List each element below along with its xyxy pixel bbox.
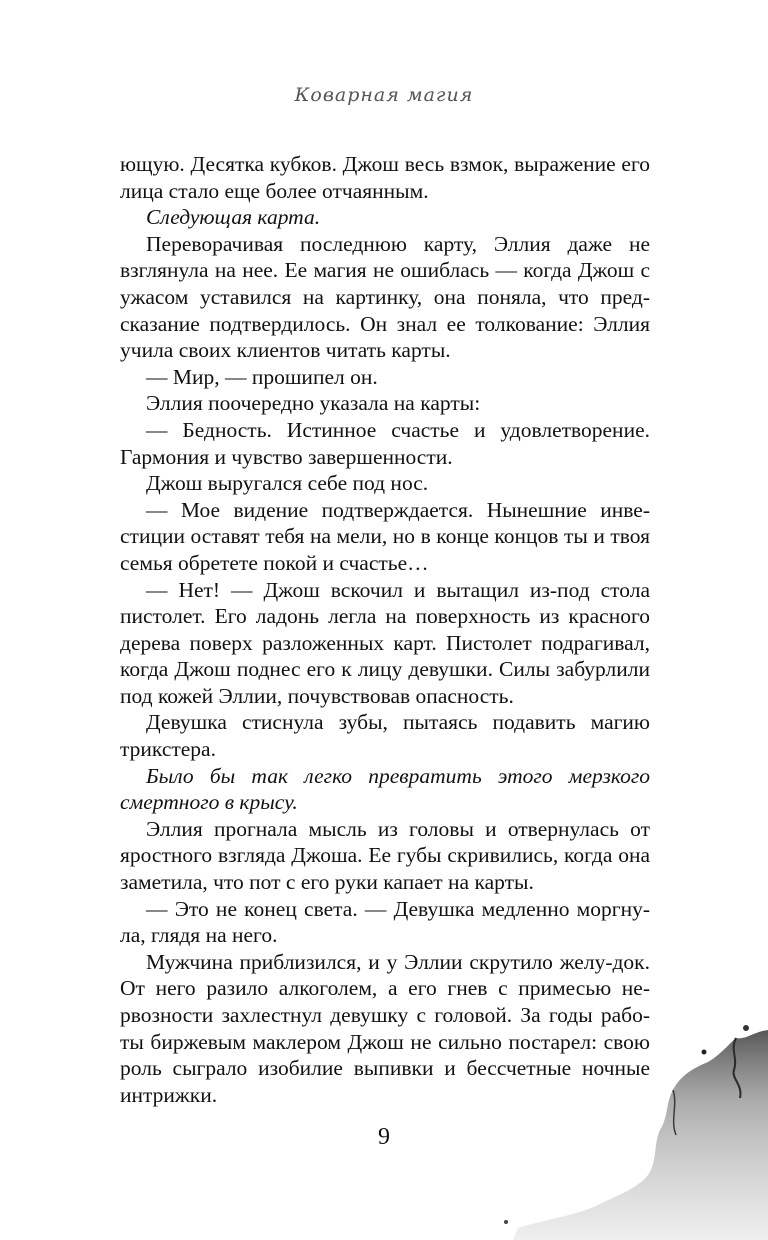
paragraph: — Нет! — Джош вскочил и вытащил из-под стола пистолет. Его ладонь легла на поверхность из красного дерева поверх разложенных карт. Пистолет подрагивал, когда Джош поднес его к лицу девушки. Силы забурлили под кожей Эллии, почувствовав опасность. [120,577,650,708]
italic-thought: Было бы так легко превратить этого мерзкого смертного в крысу. [120,763,650,815]
running-title: Коварная магия [294,84,474,106]
paragraph: Мужчина приблизился, и у Эллии скрутило желу-док. От него разило алкоголем, а его гнев с примесью не-рвозности захлестнул девушку с головой. За годы рабо-ты биржевым маклером Джош не сильно постарел: свою роль сыграло изобилие выпивки и бессчетные ночные интрижки. [120,949,650,1107]
paragraph: Эллия поочередно указала на карты: [146,391,481,416]
body-text [120,151,650,1108]
watercolor-splash-decoration [498,1010,768,1240]
paragraph: — Мир, — прошипел он. [146,364,378,389]
paragraph: Джош выругался себе под нос. [146,471,429,496]
paragraph: Эллия прогнала мысль из головы и отвернулась от яростного взгляда Джоша. Ее губы скривились, когда она заметила, что пот с его руки капает на карты. [120,816,650,895]
paragraph: Девушка стиснула зубы, пытаясь подавить магию трикстера. [120,710,650,762]
paragraph-italic [120,204,650,231]
paragraph: ющую. Десятка кубков. Джош весь взмок, выражение его лица стало еще более отчаянным. [120,152,650,203]
paragraph: Переворачивая последнюю карту, Эллия даже не взглянула на нее. Ее магия не ошиблась — когда Джош с ужасом уставился на картинку, она поняла, что пред-сказание подтвердилось. Он знал ее толкование: Эллия учила своих клиентов читать карты. [120,231,650,363]
paragraph: — Бедность. Истинное счастье и удовлетворение. Гармония и чувство завершенности. [120,417,650,469]
page-number: 9 [378,1124,390,1150]
paragraph-italic [120,763,650,816]
paragraph: — Это не конец света. — Девушка медленно моргну-ла, глядя на него. [120,896,650,948]
italic-thought: Следующая карта. [146,205,321,230]
paragraph: — Мое видение подтверждается. Нынешние инве-стиции оставят тебя на мели, но в конце концов ты и твоя семья обретете покой и счастье… [120,497,650,575]
